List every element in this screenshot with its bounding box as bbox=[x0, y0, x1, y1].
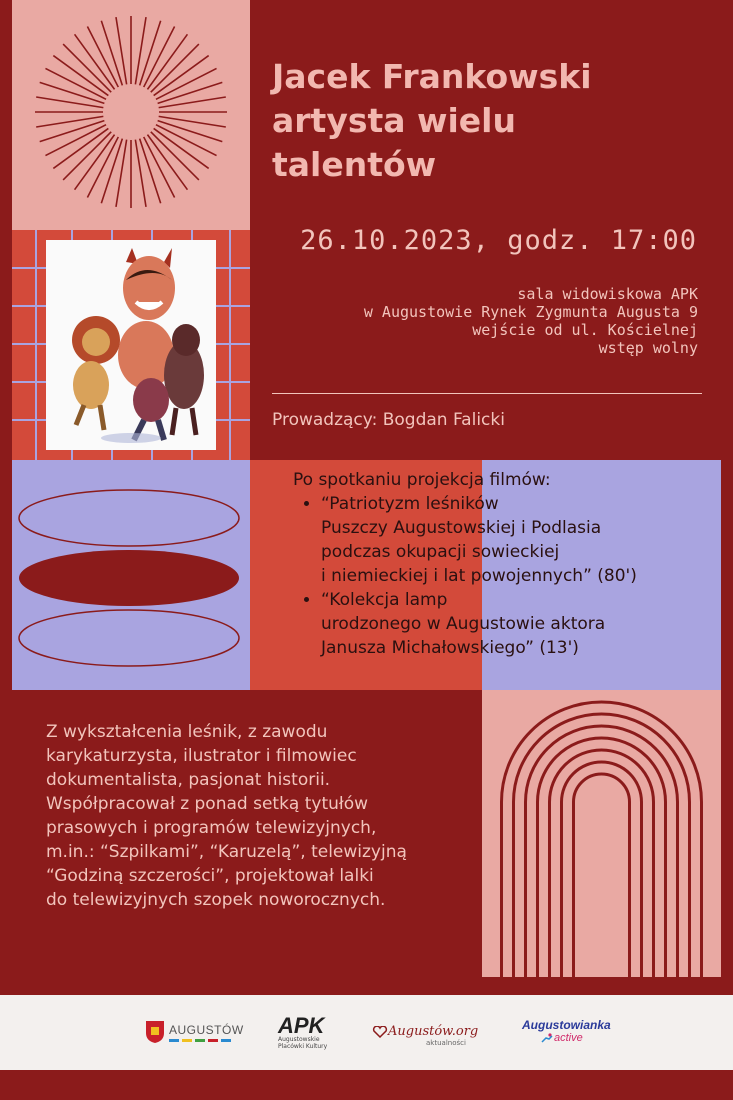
bio-line: prasowych i programów telewizyjnych, bbox=[46, 818, 377, 838]
films-section bbox=[293, 468, 713, 660]
event-venue bbox=[250, 285, 698, 357]
film-line: urodzonego w Augustowie aktora bbox=[321, 614, 606, 634]
bio-text bbox=[46, 720, 466, 912]
film-item bbox=[321, 588, 713, 660]
venue-line: sala widowiskowa APK bbox=[517, 285, 698, 303]
heart-icon bbox=[372, 1026, 388, 1038]
bottom-bar bbox=[0, 1070, 733, 1100]
lavender-left-panel bbox=[12, 460, 250, 690]
films-heading: Po spotkaniu projekcja filmów: bbox=[293, 470, 551, 490]
bio-line: do telewizyjnych szopek noworocznych. bbox=[46, 890, 386, 910]
bio-line: Z wykształcenia leśnik, z zawodu bbox=[46, 722, 328, 742]
film-line: podczas okupacji sowieckiej bbox=[321, 542, 560, 562]
event-date: 26.10.2023, godz. 17:00 bbox=[300, 225, 697, 256]
venue-line: wejście od ul. Kościelnej bbox=[472, 321, 698, 339]
augustow-org-logo[interactable] bbox=[372, 1024, 478, 1047]
venue-line: w Augustowie Rynek Zygmunta Augusta 9 bbox=[363, 303, 698, 321]
film-line: • “Kolekcja lamp bbox=[321, 590, 448, 610]
caricature-image bbox=[46, 240, 216, 450]
bio-line: Współpracował z ponad setką tytułów bbox=[46, 794, 369, 814]
sunburst-panel bbox=[12, 0, 250, 230]
augustowianka-sub: active bbox=[554, 1032, 583, 1044]
augustow-logo-text: AUGUSTÓW bbox=[169, 1022, 244, 1037]
title-line: Jacek Frankowski bbox=[272, 57, 592, 96]
augustow-logo-stripes bbox=[169, 1039, 244, 1042]
runner-icon bbox=[540, 1033, 554, 1043]
ellipses-graphic bbox=[12, 460, 250, 690]
title-line: talentów bbox=[272, 145, 437, 184]
augustow-org-text: Augustów.org bbox=[388, 1024, 479, 1039]
augustow-logo[interactable] bbox=[145, 1020, 244, 1044]
film-line: Janusza Michałowskiego” (13') bbox=[321, 638, 579, 658]
sunburst-graphic bbox=[12, 0, 250, 230]
coat-of-arms-icon bbox=[145, 1020, 165, 1044]
film-line: • “Patriotyzm leśników bbox=[321, 494, 499, 514]
augustow-org-sub: aktualności bbox=[426, 1039, 466, 1047]
venue-line: wstęp wolny bbox=[598, 339, 698, 357]
arches-panel bbox=[482, 690, 721, 977]
bio-line: dokumentalista, pasjonat historii. bbox=[46, 770, 331, 790]
augustowianka-text: Augustowianka bbox=[522, 1018, 611, 1032]
arches-graphic bbox=[482, 690, 721, 977]
apk-logo[interactable] bbox=[278, 1013, 328, 1050]
bio-line: karykaturzysta, ilustrator i filmowiec bbox=[46, 746, 357, 766]
event-title bbox=[272, 55, 712, 187]
film-line: Puszczy Augustowskiej i Podlasia bbox=[321, 518, 602, 538]
film-line: i niemieckiej i lat powojennych” (80') bbox=[321, 566, 637, 586]
title-line: artysta wielu bbox=[272, 101, 516, 140]
apk-logo-main: APK bbox=[278, 1013, 325, 1038]
event-host: Prowadzący: Bogdan Falicki bbox=[272, 410, 505, 430]
bio-line: m.in.: “Szpilkami”, “Karuzelą”, telewizyjną bbox=[46, 842, 407, 862]
films-list bbox=[293, 492, 713, 660]
bio-line: “Godziną szczerości”, projektował lalki bbox=[46, 866, 374, 886]
footer bbox=[0, 995, 733, 1070]
apk-logo-sub2: Placówki Kultury bbox=[278, 1043, 328, 1050]
augustowianka-logo[interactable] bbox=[522, 1018, 611, 1044]
film-item bbox=[321, 492, 713, 588]
apk-logo-sub: Augustowskie bbox=[278, 1036, 320, 1043]
divider bbox=[272, 393, 702, 394]
